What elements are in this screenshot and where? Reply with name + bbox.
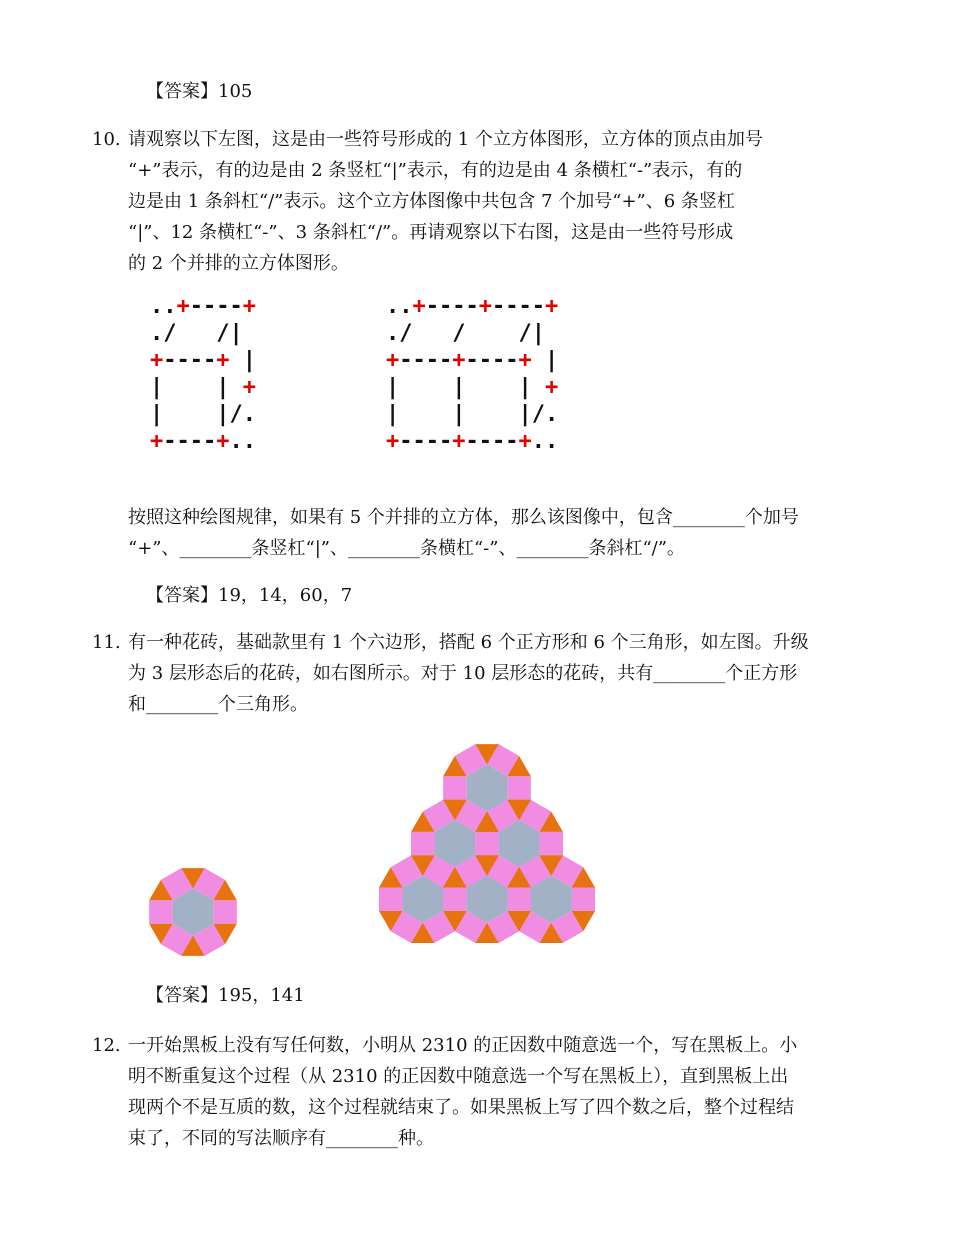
answer-value: 195，141 <box>218 985 305 1006</box>
layer3-tile-square <box>572 887 596 911</box>
answer-label: 【答案】 <box>146 81 218 102</box>
plus-vertex: + <box>176 294 190 319</box>
ascii-segment: ---- <box>399 429 453 454</box>
ascii-segment: | <box>531 348 559 373</box>
ascii-segment: ./ / /| <box>386 321 545 346</box>
q10-line: 边是由 1 条斜杠“/”表示。这个立方体图像中共包含 7 个加号“+”、6 条竖杠 <box>128 191 735 212</box>
q12-line: 明不断重复这个过程（从 2310 的正因数中随意选一个写在黑板上），直到黑板上出 <box>128 1066 789 1087</box>
ascii-segment: .. <box>386 294 413 319</box>
plus-vertex: + <box>412 294 426 319</box>
plus-vertex: + <box>216 348 230 373</box>
ascii-segment: ---- <box>399 348 453 373</box>
q11-number: 11. <box>92 632 121 653</box>
q12-line: 现两个不是互质的数，这个过程就结束了。如果黑板上写了四个数之后，整个过程结 <box>128 1097 794 1118</box>
ascii-segment: ---- <box>491 294 545 319</box>
plus-vertex: + <box>452 348 466 373</box>
plus-vertex: + <box>150 429 164 454</box>
ascii-segment: | |/. <box>150 402 256 427</box>
q11-line: 和________个三角形。 <box>128 694 308 715</box>
ascii-segment: | | <box>150 375 243 400</box>
plus-vertex: + <box>242 294 256 319</box>
plus-vertex: + <box>386 348 400 373</box>
plus-vertex: + <box>478 294 492 319</box>
q11-line: 有一种花砖，基础款里有 1 个六边形，搭配 6 个正方形和 6 个三角形，如左图。升级 <box>128 632 809 653</box>
ascii-segment: ---- <box>189 294 243 319</box>
layer3-tile-square <box>475 832 499 856</box>
plus-vertex: + <box>518 348 532 373</box>
ascii-segment: | <box>229 348 256 373</box>
q10-line: “+”表示，有的边是由 2 条竖杠“|”表示，有的边是由 4 条横杠“-”表示，有的 <box>128 160 743 181</box>
plus-vertex: + <box>386 429 400 454</box>
q10-line: 的 2 个并排的立方体图形。 <box>128 253 349 274</box>
answer-value: 19，14，60，7 <box>218 585 353 606</box>
answer-value: 105 <box>218 81 253 102</box>
ascii-segment: .. <box>531 429 559 454</box>
q12-line: 一开始黑板上没有写任何数，小明从 2310 的正因数中随意选一个，写在黑板上。小 <box>128 1035 798 1056</box>
ascii-segment: ---- <box>465 348 519 373</box>
ascii-segment: ---- <box>425 294 479 319</box>
q10-question-line: 按照这种绘图规律，如果有 5 个并排的立方体，那么该图像中，包含________个加号 <box>128 507 799 528</box>
layer3-tile-square <box>411 832 435 856</box>
ascii-segment: ---- <box>163 429 217 454</box>
ascii-segment: ./ /| <box>150 321 243 346</box>
answer-label: 【答案】 <box>146 985 218 1006</box>
layer3-tile-square <box>443 887 467 911</box>
q12-line: 束了，不同的写法顺序有________种。 <box>128 1128 434 1149</box>
layer3-tile-square <box>379 887 403 911</box>
q11-line: 为 3 层形态后的花砖，如右图所示。对于 10 层形态的花砖，共有________个正方形 <box>128 663 798 684</box>
layer3-tile-square <box>507 887 530 911</box>
plus-vertex: + <box>452 429 466 454</box>
plus-vertex: + <box>544 375 559 400</box>
plus-vertex: + <box>518 429 532 454</box>
ascii-segment: .. <box>150 294 177 319</box>
q12-text <box>128 1030 894 1154</box>
ascii-segment: | | |/. <box>386 402 559 427</box>
answer-label: 【答案】 <box>146 585 218 606</box>
q10-line: “|”、12 条横杠“-”、3 条斜杠“/”。再请观察以下右图，这是由一些符号形成 <box>128 222 734 243</box>
q10-number: 10. <box>92 129 121 150</box>
layer3-tile-square <box>443 776 467 800</box>
q12-number: 12. <box>92 1035 121 1056</box>
q11-answer <box>146 984 305 1008</box>
plus-vertex: + <box>242 375 256 400</box>
ascii-segment: ---- <box>465 429 519 454</box>
plus-vertex: + <box>216 429 230 454</box>
plus-vertex: + <box>150 348 164 373</box>
layer3-tile-square <box>539 832 563 856</box>
ascii-segment: | | | <box>386 375 545 400</box>
q10-question-line: “+”、________条竖杠“|”、________条横杠“-”、________条斜杠“/”。 <box>128 538 685 559</box>
q10-line: 请观察以下左图，这是由一些符号形成的 1 个立方体图形，立方体的顶点由加号 <box>128 129 763 150</box>
plus-vertex: + <box>544 294 559 319</box>
ascii-segment: ---- <box>163 348 217 373</box>
layer3-tile-square <box>507 776 530 800</box>
ascii-segment: .. <box>229 429 256 454</box>
